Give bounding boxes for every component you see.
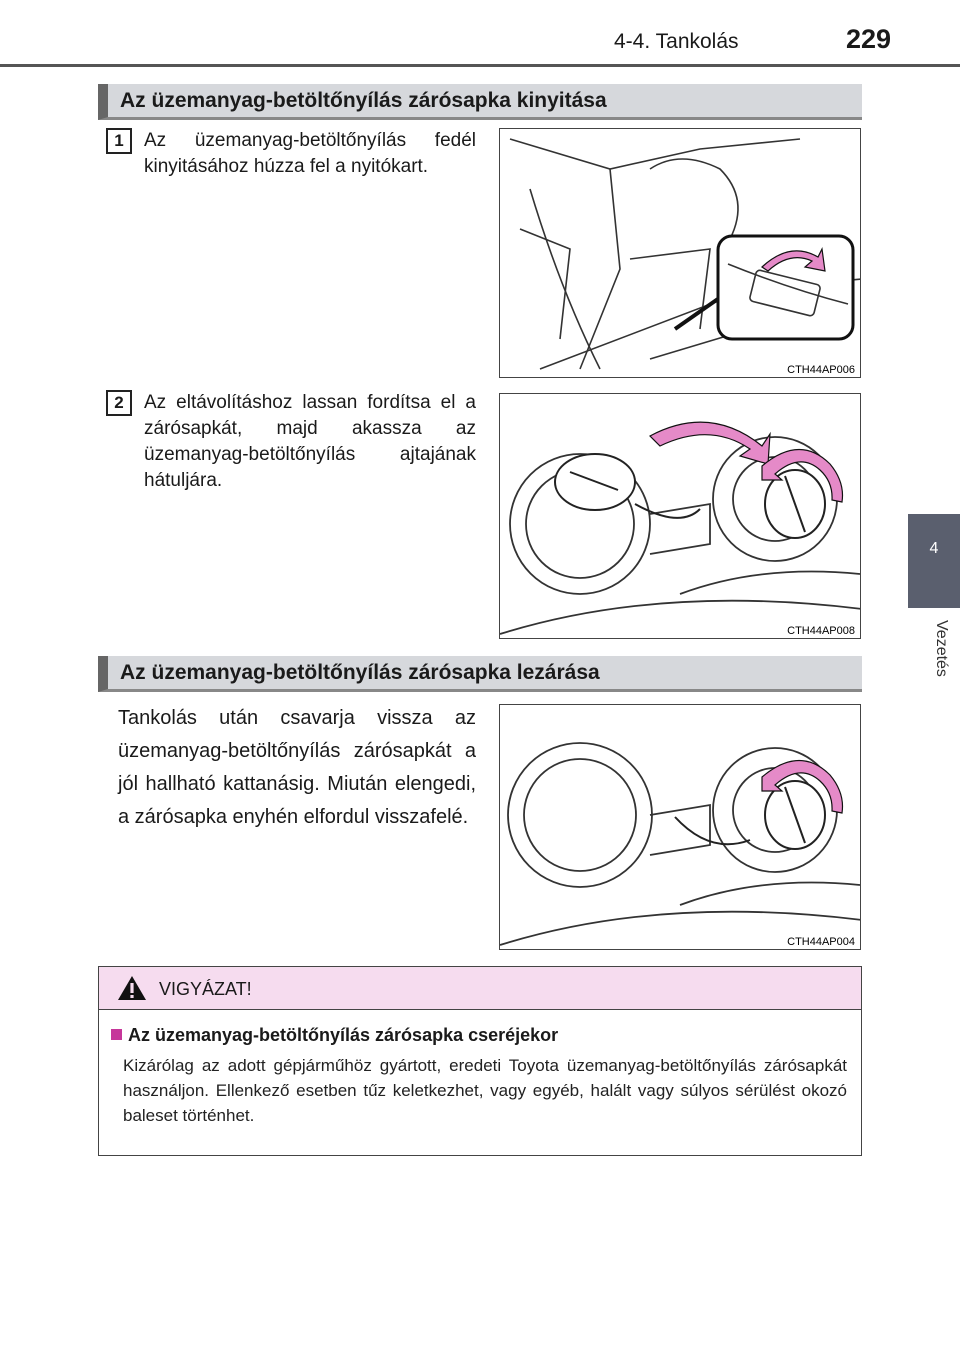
chapter-side-tab xyxy=(908,514,960,608)
section-heading-open: Az üzemanyag-betöltőnyílás zárósapka kinyitása xyxy=(98,84,862,120)
step-badge-2: 2 xyxy=(106,390,132,416)
figure-opener-lever xyxy=(499,128,861,378)
step-1-text: Az üzemanyag-betöltőnyílás fedél kinyitásához húzza fel a nyitókart. xyxy=(144,130,476,177)
figure-cap-closing xyxy=(499,704,861,950)
section-heading-close: Az üzemanyag-betöltőnyílás zárósapka lezárása xyxy=(98,656,862,692)
step-badge-1: 1 xyxy=(106,128,132,154)
chapter-header-title: 4-4. Tankolás xyxy=(614,30,739,53)
figure-code-1: CTH44AP006 xyxy=(787,364,855,376)
warning-box xyxy=(98,966,862,1156)
warning-header xyxy=(99,967,861,1010)
chapter-side-tab-number: 4 xyxy=(929,540,939,557)
opener-lever-illustration xyxy=(500,129,861,378)
header-rule xyxy=(0,64,960,67)
step-2-text: Az eltávolításhoz lassan fordítsa el a zárósapkát, majd akassza az üzemanyag-betöltőnyílás ajtajának hátuljára. xyxy=(144,392,476,491)
figure-cap-removal xyxy=(499,393,861,639)
figure-code-3: CTH44AP004 xyxy=(787,936,855,948)
chapter-side-tab-label: Vezetés xyxy=(933,619,950,677)
warning-triangle-icon xyxy=(117,975,147,1001)
warning-subheading-text: Az üzemanyag-betöltőnyílás zárósapka cseréjekor xyxy=(128,1025,559,1045)
closing-instructions-text: Tankolás után csavarja vissza az üzemanyag-betöltőnyílás zárósapkát a jól hallható kattanásig. Miután elengedi, a zárósapka enyhén elfordul visszafelé. xyxy=(118,707,476,828)
bullet-square-icon xyxy=(111,1029,122,1040)
figure-code-2: CTH44AP008 xyxy=(787,625,855,637)
cap-removal-illustration xyxy=(500,394,861,639)
warning-text: Kizárólag az adott gépjárműhöz gyártott, eredeti Toyota üzemanyag-betöltőnyílás zárósapkát használjon. Ellenkező esetben tűz keletkezhet, vagy egyéb, halált vagy súlyos sérülést okozó baleset történhet. xyxy=(123,1056,847,1125)
warning-subheading xyxy=(111,1025,558,1046)
cap-closing-illustration xyxy=(500,705,861,950)
warning-title: VIGYÁZAT! xyxy=(159,979,252,999)
page-number: 229 xyxy=(846,24,892,54)
